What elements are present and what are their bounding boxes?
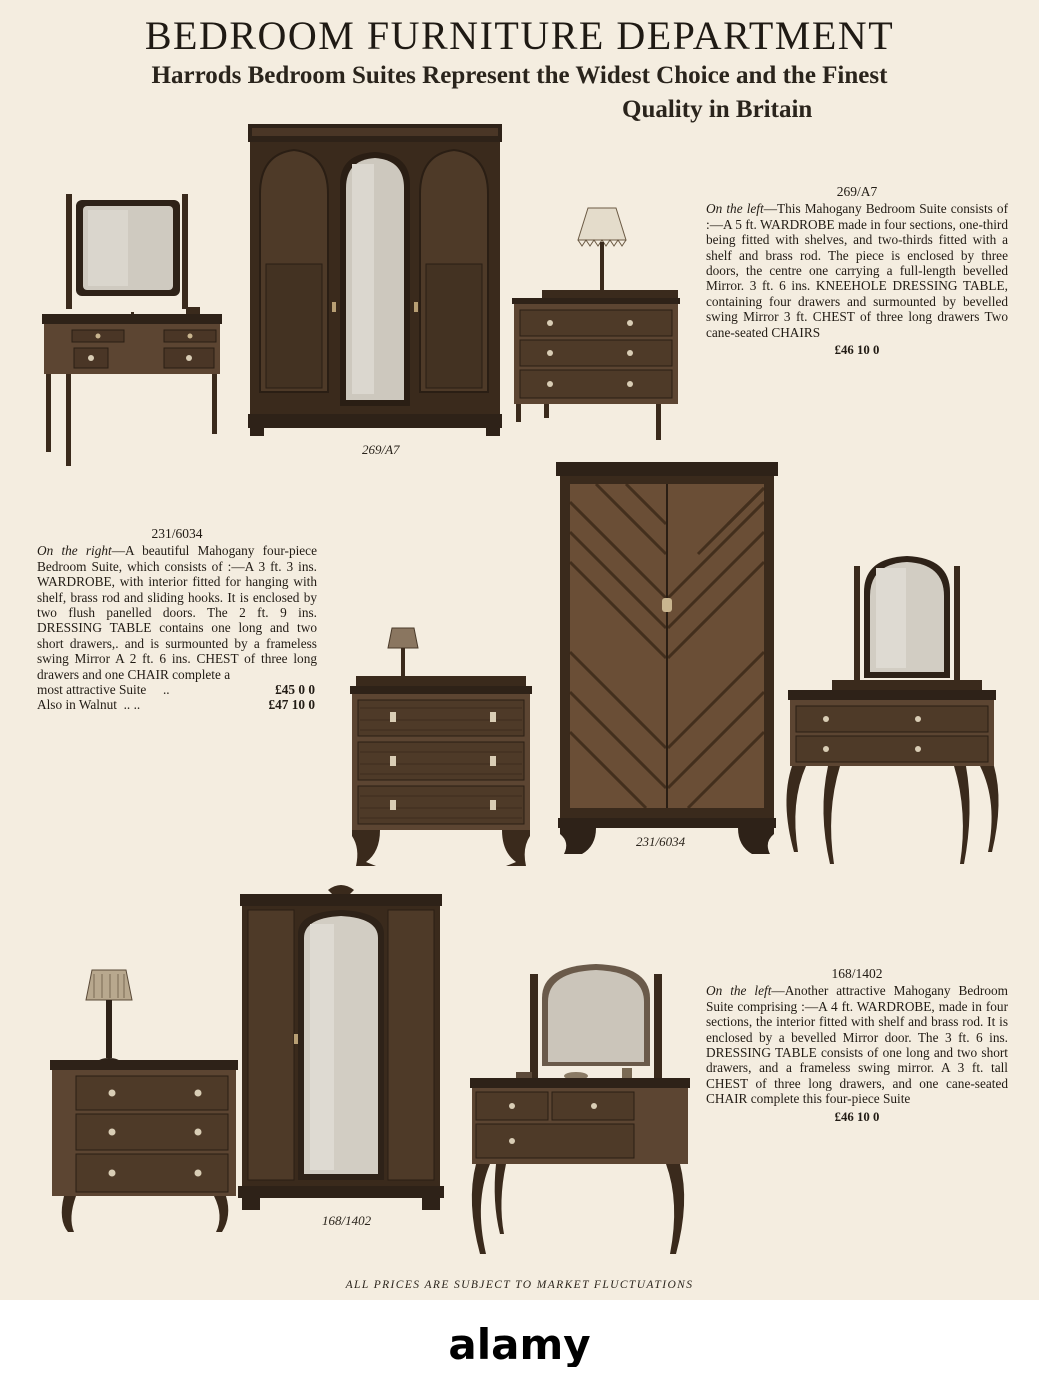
caption-168-1402: 168/1402 — [322, 1213, 372, 1228]
wardrobe-231-6034-picture — [556, 462, 778, 858]
wardrobe-168-1402-picture — [238, 884, 444, 1214]
dressing-table-231-6034-picture — [784, 552, 1000, 886]
caption-269-a7: 269/A7 — [362, 442, 400, 457]
watermark-logo — [0, 1323, 1039, 1367]
suite-code: 269/A7 — [836, 184, 878, 199]
suite-lead: On the right — [37, 543, 112, 559]
suite-code: 168/1402 — [831, 966, 883, 981]
dressing-table-168-1402-picture — [466, 962, 694, 1262]
suite-price-line — [37, 682, 317, 697]
table-lamp-269-a7-picture — [574, 206, 630, 302]
suite-alt-label: Also in Walnut — [37, 697, 117, 713]
page-subtitle-line2: Quality in Britain — [622, 96, 813, 123]
page-title: BEDROOM FURNITURE DEPARTMENT — [144, 13, 895, 58]
suite-alt-price: £47 10 0 — [268, 697, 315, 713]
suite-alt-dots: .. .. — [123, 697, 141, 713]
suite-text: —This Mahogany Bedroom Suite consists of :—A 5 ft. WARDROBE made in four sections, one-third being fitted with shelves, and two-thirds fitted with a shelf and brass rod. The piece is enclosed by three doors, the centre one carrying a full-length bevelled Mirror. 3 ft. 6 ins. KNEEHOLE DRESSING TABLE, containing four drawers and surmounted by bevelled swing Mirror 3 ft. CHEST of three long drawers Two cane-seated CHAIRS — [706, 201, 1008, 340]
suite-text: —A beautiful Mahogany four-piece Bedroom Suite, which consists of :—A 3 ft. 3 ins. WARDROBE, with interior fitted for hanging with shelf, brass rod and sliding hooks. It is enclosed by two flush panelled doors. The 2 ft. 9 ins. DRESSING TABLE contains one long and two short drawers,. and is surmounted by a frameless swing Mirror A 2 ft. 6 ins. CHEST of three long drawers and one CHAIR complete a — [37, 543, 317, 682]
page-subtitle-line1: Harrods Bedroom Suites Represent the Widest Choice and the Finest — [151, 62, 888, 89]
chest-of-drawers-168-1402-picture — [48, 1060, 240, 1236]
page-footer: ALL PRICES ARE SUBJECT TO MARKET FLUCTUATIONS — [345, 1279, 694, 1291]
caption-231-6034: 231/6034 — [636, 834, 686, 849]
suite-description-231-6034 — [37, 526, 317, 713]
wardrobe-269-a7-picture — [248, 124, 502, 436]
suite-lead: On the left — [706, 201, 764, 217]
table-lamp-168-1402-picture — [84, 968, 134, 1068]
suite-price: £45 0 0 — [275, 682, 315, 698]
chest-of-drawers-231-6034-picture — [346, 676, 536, 872]
suite-price-dots: .. — [162, 682, 170, 698]
svg-text:alamy: alamy — [448, 1323, 591, 1367]
suite-description-269-a7 — [706, 184, 1008, 358]
chest-of-drawers-269-a7-picture — [510, 290, 682, 442]
suite-text: —Another attractive Mahogany Bedroom Suite comprising :—A 4 ft. WARDROBE, made in four sections, the interior fitted with shelf and brass rod. It is enclosed by a bevelled Mirror door. The 3 ft. 6 ins. DRESSING TABLE consists of one long and two short drawers, and a frameless swing mirror. A 3 ft. tall CHEST of three long drawers, and one cane-seated CHAIR complete this four-piece Suite — [706, 983, 1008, 1107]
dressing-table-269-a7-picture — [36, 192, 256, 472]
suite-price-label: most attractive Suite — [37, 682, 147, 698]
suite-code: 231/6034 — [151, 526, 203, 541]
suite-lead: On the left — [706, 983, 772, 999]
suite-alt-price-line — [37, 697, 317, 712]
suite-price: £46 10 0 — [834, 343, 880, 358]
suite-description-168-1402 — [706, 966, 1008, 1125]
suite-price: £46 10 0 — [834, 1109, 880, 1124]
alamy-logo-icon — [0, 1323, 1039, 1367]
